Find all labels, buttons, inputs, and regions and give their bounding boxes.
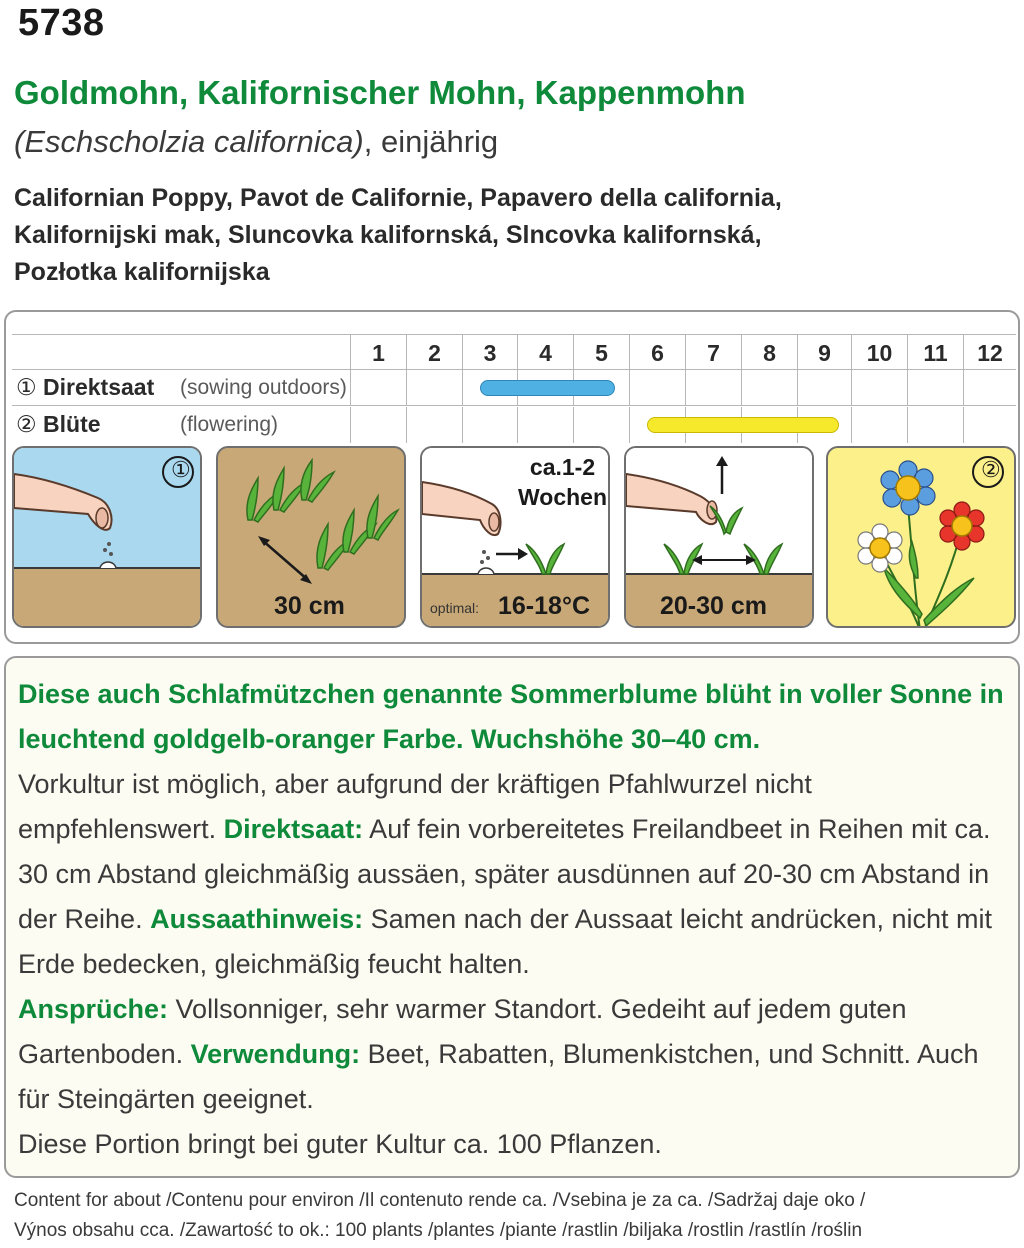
month-3: 3 [462,335,517,369]
common-names-line2: Kalifornijski mak, Sluncovka kalifornská, Slncovka kalifornská, [14,221,762,249]
calendar-cell [741,370,797,405]
flowering-label-text: Blüte [43,411,101,437]
flowering-sublabel: (flowering) [180,413,279,436]
calendar-header-row [12,334,1016,370]
calendar-panel [4,310,1020,644]
germination-time-line2: Wochen [518,484,608,510]
optimal-label: optimal: [430,600,480,616]
temperature-label: 16-18°C [498,592,590,620]
common-names [14,180,1004,291]
pictogram-flowering [826,446,1016,628]
thinning-spacing-label: 20-30 cm [660,592,768,620]
aussaathinweis-text: Samen nach der Aussaat leicht andrücken, nicht mit Erde bedecken, gleichmäßig feucht halten. [18,904,992,979]
calendar-cell [797,370,851,405]
month-8: 8 [741,335,797,369]
calendar-cell [350,370,406,405]
sowing-step-marker: ① [171,457,191,482]
calendar-cell [907,407,963,443]
description-cultivation [18,762,1008,987]
calendar-row-flowering [12,407,1016,443]
calendar-cell [406,370,462,405]
flowering-period-bar [647,417,839,433]
calendar-row-sowing [12,370,1016,406]
direktsaat-text: Auf fein vorbereitetes Freilandbeet in Reihen mit ca. 30 cm Abstand gleichmäßig aussäen, später ausdünnen auf 20-30 cm Abstand in der Reihe. [18,814,991,934]
latin-name-italic: (Eschscholzia californica) [14,124,364,159]
calendar-cell [406,407,462,443]
calendar-cell [851,370,907,405]
sowing-label-text: Direktsaat [43,374,155,400]
flowering-marker: ② [16,411,37,437]
germination-time [518,452,607,512]
row-spacing-label: 30 cm [274,592,345,620]
calendar-cell [851,407,907,443]
pictogram-sowing [12,446,202,628]
verwendung-text: Beet, Rabatten, Blumenkistchen, und Schnitt. Auch für Steingärten geeignet. [18,1039,979,1114]
flowering-label [16,411,279,438]
month-4: 4 [517,335,573,369]
annual-label: , einjährig [363,124,499,159]
page-title: Goldmohn, Kalifornischer Mohn, Kappenmohn [14,74,746,111]
sowing-marker: ① [16,374,37,400]
month-12: 12 [963,335,1016,369]
month-10: 10 [851,335,907,369]
calendar-cell [573,407,629,443]
pictogram-thinning [624,446,814,628]
description-portion: Diese Portion bringt bei guter Kultur ca. 100 Pflanzen. [18,1129,662,1159]
month-2: 2 [406,335,462,369]
keyword-direktsaat: Direktsaat: [223,814,364,844]
calendar-cell [517,407,573,443]
pictogram-germination [420,446,610,628]
content-footer [14,1186,1014,1246]
pictogram-row-spacing [216,446,406,628]
sowing-period-bar [480,380,615,396]
sowing-calendar [12,322,1016,444]
keyword-ansprueche: Ansprüche: [18,994,169,1024]
calendar-cell [629,370,685,405]
calendar-cell [685,370,741,405]
keyword-aussaathinweis: Aussaathinweis: [150,904,364,934]
month-11: 11 [907,335,963,369]
cultivation-text: Vorkultur ist möglich, aber aufgrund der kräftigen Pfahlwurzel nicht empfehlenswert. [18,769,812,844]
calendar-cell [963,407,1016,443]
common-names-line3: Pozłotka kalifornijska [14,258,270,286]
keyword-verwendung: Verwendung: [190,1039,361,1069]
calendar-cell [963,370,1016,405]
month-5: 5 [573,335,629,369]
month-9: 9 [797,335,851,369]
month-1: 1 [350,335,406,369]
description-lead: Diese auch Schlafmützchen genannte Sommerblume blüht in voller Sonne in leuchtend goldgelb-oranger Farbe. Wuchshöhe 30–40 cm. [18,679,1004,754]
product-code: 5738 [18,2,105,44]
ansprueche-text: Vollsonniger, sehr warmer Standort. Gedeiht auf jedem guten Gartenboden. [18,994,907,1069]
latin-name [14,124,498,160]
calendar-cell [462,407,517,443]
calendar-cell [350,407,406,443]
description-requirements [18,987,1008,1122]
month-7: 7 [685,335,741,369]
common-names-line1: Californian Poppy, Pavot de Californie, Papavero della california, [14,184,782,212]
footer-line2: Výnos obsahu cca. /Zawartość to ok.: 100 plants /plantes /piante /rastlin /biljaka /rostlin /rastlín /roślin [14,1220,863,1241]
footer-line1: Content for about /Contenu pour environ /Il contenuto rende ca. /Vsebina je za ca. /Sadržaj daje oko / [14,1190,866,1211]
flowering-step-marker: ② [981,457,1001,482]
calendar-cell [907,370,963,405]
description-box [4,656,1020,1178]
germination-time-line1: ca.1-2 [529,454,596,480]
sowing-sublabel: (sowing outdoors) [180,376,347,399]
sowing-label [16,374,347,401]
month-6: 6 [629,335,685,369]
